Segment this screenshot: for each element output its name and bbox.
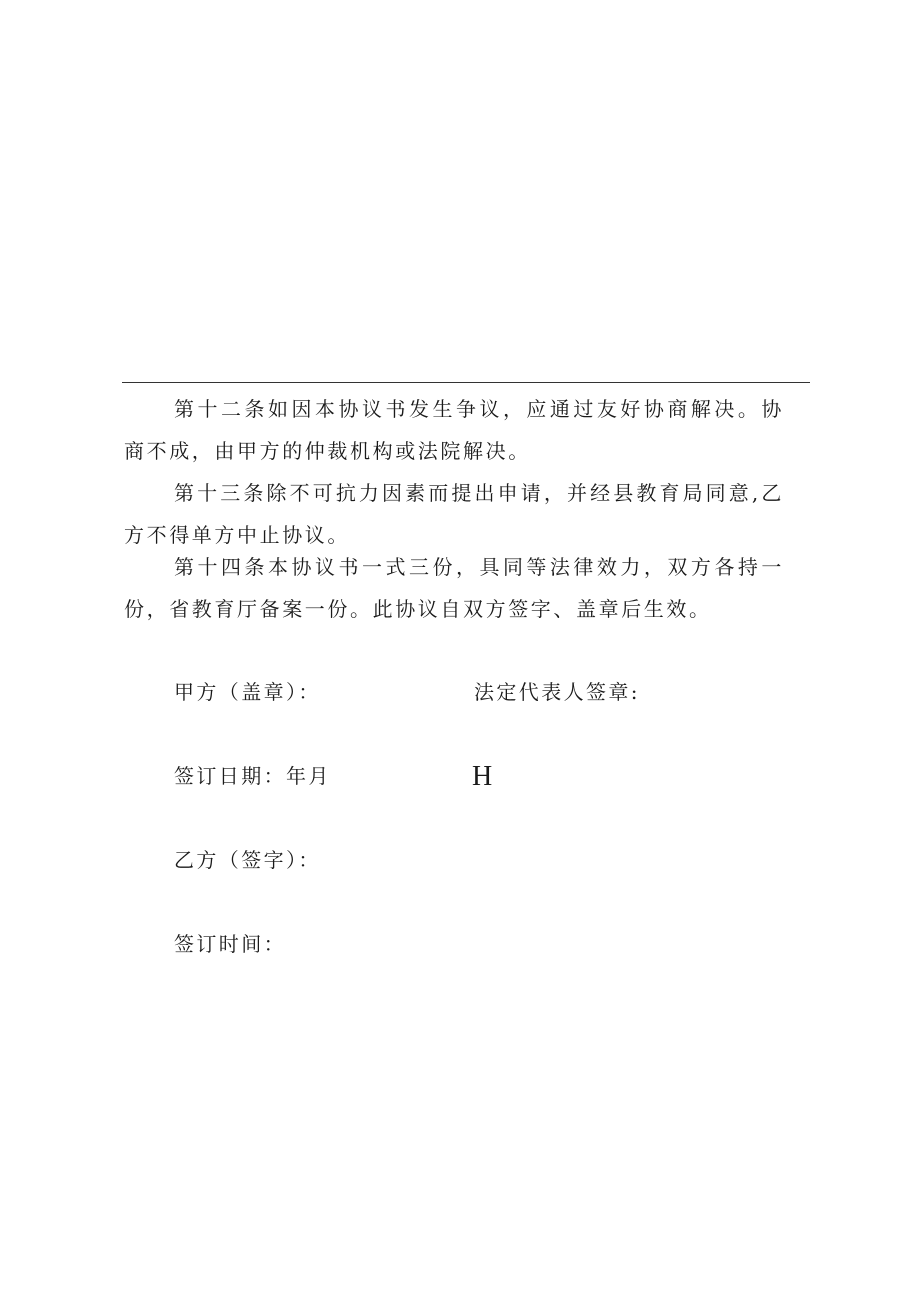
clause-12: 第十二条如因本协议书发生争议，应通过友好协商解决。协商不成，由甲方的仲裁机构或法院解决。 (124, 397, 784, 463)
clause-14: 第十四条本协议书一式三份，具同等法律效力，双方各持一份，省教育厅备案一份。此协议自双方签字、盖章后生效。 (124, 555, 784, 621)
clause-13: 第十三条除不可抗力因素而提出申请，并经县教育局同意,乙方不得单方中止协议。 (124, 481, 784, 547)
legal-representative-label: 法定代表人签章: (474, 680, 640, 704)
signing-date-label: 签订日期：年月 (174, 764, 331, 788)
party-a-seal-label: 甲方（盖章）： (174, 680, 321, 704)
day-mark: H (472, 761, 493, 792)
party-b-signature-label: 乙方（签字）： (174, 848, 321, 872)
signing-time-label: 签订时间： (174, 932, 286, 956)
header-divider (122, 382, 810, 383)
